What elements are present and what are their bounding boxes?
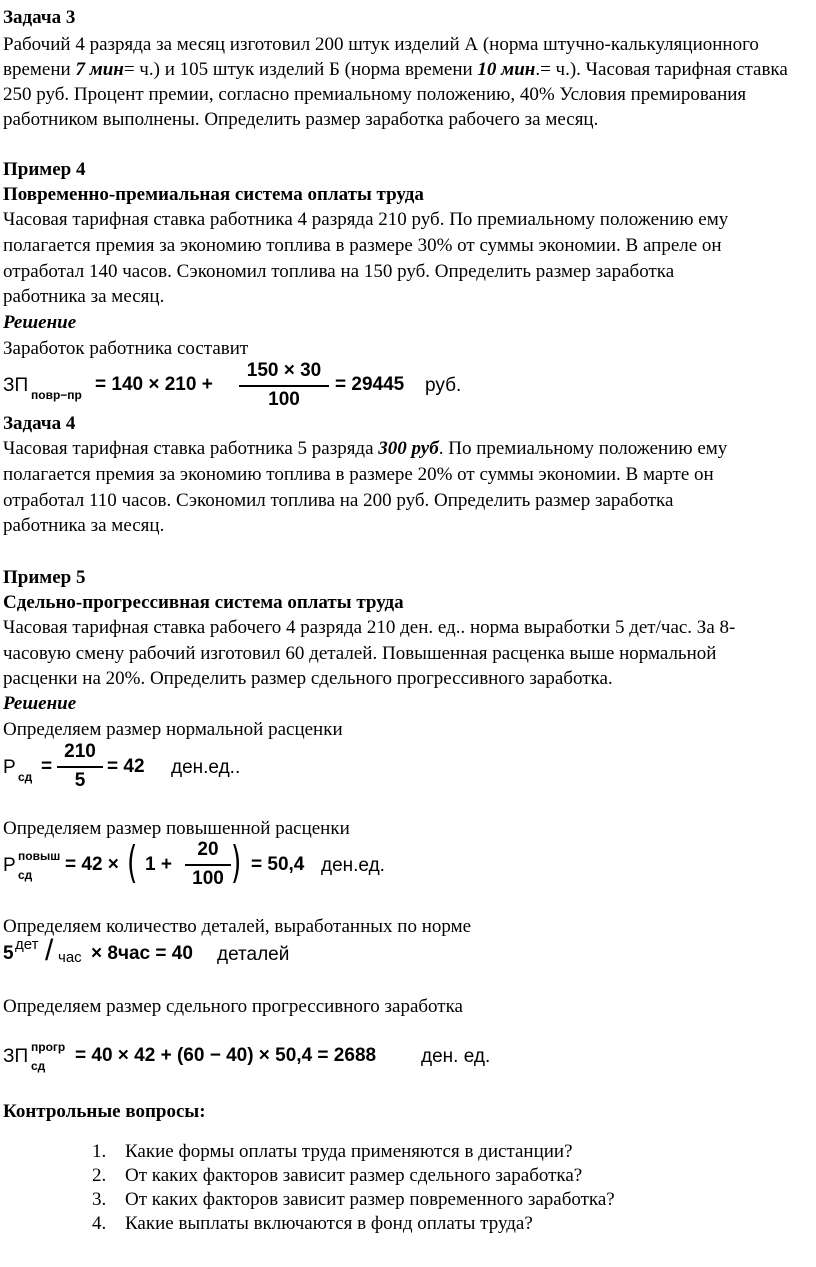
fraction-bar: [239, 385, 329, 387]
task3-heading: Задача 3: [3, 7, 76, 28]
question-number: 4.: [92, 1213, 107, 1234]
formula-denominator: 100: [268, 389, 300, 410]
example5-solution-heading: Решение: [3, 693, 77, 714]
formula-subscript: сд: [18, 868, 33, 882]
task3-line-1: Рабочий 4 разряда за месяц изготовил 200 штук изделий А (норма штучно-калькуляционного: [3, 34, 759, 55]
formula-result: = 29445: [335, 374, 405, 395]
question-text: От каких факторов зависит размер повременного заработка?: [125, 1189, 615, 1210]
example5-step-3: Определяем количество деталей, выработанных по норме: [3, 916, 472, 937]
formula-rest: × 8час = 40: [91, 943, 193, 964]
formula-one-plus: 1 +: [145, 854, 172, 875]
formula-result: = 50,4: [251, 854, 305, 875]
task3-line-2: [3, 58, 788, 81]
example5-line-3: расценки на 20%. Определить размер сдельного прогрессивного заработка.: [3, 668, 613, 689]
example5-step-2: Определяем размер повышенной расценки: [3, 818, 350, 839]
formula-numerator: 150 × 30: [246, 360, 322, 381]
example5-step-1: Определяем размер нормальной расценки: [3, 719, 343, 740]
example4-solution-heading: Решение: [3, 312, 77, 333]
fraction-bar: [57, 766, 103, 768]
formula-superscript: прогр: [31, 1040, 66, 1054]
question-number: 1.: [92, 1141, 107, 1162]
question-text: Какие выплаты включаются в фонд оплаты труда?: [125, 1213, 533, 1234]
task3-norm-a: 7 мин: [75, 59, 124, 80]
formula-left-part: = 42 ×: [65, 854, 119, 875]
formula-unit: руб.: [425, 375, 462, 396]
formula-unit: деталей: [217, 944, 290, 965]
task4-line-3: отработал 110 часов. Сэкономил топлива на 200 руб. Определить размер заработка: [3, 490, 674, 511]
formula-subscript: час: [58, 949, 82, 966]
formula-slash: /: [45, 934, 54, 967]
formula-norm-parts: [3, 936, 323, 970]
example4-line-2: полагается премия за экономию топлива в размере 30% от суммы экономии. В апреле он: [3, 235, 722, 256]
task3-norm-b: 10 мин: [477, 59, 536, 80]
formula-superscript: повыш: [18, 849, 61, 863]
formula-symbol: Р: [3, 757, 16, 778]
formula-numerator: 210: [64, 741, 96, 762]
example5-step-4: Определяем размер сдельного прогрессивного заработка: [3, 996, 463, 1017]
formula-normal-rate: [3, 740, 263, 794]
question-number: 2.: [92, 1165, 107, 1186]
formula-subscript: сд: [18, 770, 33, 784]
example4-solution-text: Заработок работника составит: [3, 338, 249, 359]
fraction-bar: [185, 864, 231, 866]
control-questions-heading: Контрольные вопросы:: [3, 1101, 206, 1122]
list-item: [92, 1188, 615, 1212]
example5-line-1: Часовая тарифная ставка рабочего 4 разряда 210 ден. ед.. норма выработки 5 дет/час. За 8-: [3, 617, 736, 638]
task4-l1-c: . По премиальному положению ему: [438, 438, 728, 459]
open-paren: (: [127, 837, 138, 888]
formula-symbol: ЗП: [3, 1046, 29, 1067]
formula-expression: = 40 × 42 + (60 − 40) × 50,4 = 2688: [75, 1045, 377, 1066]
question-text: Какие формы оплаты труда применяются в дистанции?: [125, 1141, 573, 1162]
example4-subheading: Повременно-премиальная система оплаты труда: [3, 184, 424, 205]
task3-line-3: 250 руб. Процент премии, согласно премиальному положению, 40% Условия премирования: [3, 84, 747, 105]
formula-unit: ден. ед.: [421, 1046, 491, 1067]
formula-denominator: 100: [192, 868, 224, 889]
formula-numerator: 20: [197, 839, 219, 860]
example4-line-3: отработал 140 часов. Сэкономил топлива на 150 руб. Определить размер заработка: [3, 261, 675, 282]
formula-progressive-earnings: [3, 1040, 523, 1074]
task4-line-2: полагается премия за экономию топлива в размере 20% от суммы экономии. В марте он: [3, 464, 714, 485]
question-text: От каких факторов зависит размер сдельного заработка?: [125, 1165, 583, 1186]
formula-left-part: = 140 × 210 +: [95, 374, 213, 395]
control-questions-list: [92, 1140, 615, 1236]
task4-l1-a: Часовая тарифная ставка работника 5 разряда: [3, 438, 379, 459]
formula-subscript: повр−пр: [31, 388, 82, 402]
example4-line-1: Часовая тарифная ставка работника 4 разряда 210 руб. По премиальному положению ему: [3, 209, 729, 230]
formula-superscript: дет: [15, 936, 39, 953]
task3-l2-e: .= ч.). Часовая тарифная ставка: [535, 59, 788, 80]
example4-heading: Пример 4: [3, 159, 86, 180]
task4-line-4: работника за месяц.: [3, 515, 165, 536]
formula-symbol: Р: [3, 855, 16, 876]
close-paren: ): [231, 837, 242, 888]
formula-earnings-time-bonus: [3, 358, 483, 412]
formula-equals: =: [41, 756, 53, 777]
formula-unit: ден.ед.: [321, 855, 385, 876]
formula-five: 5: [3, 943, 14, 964]
formula-unit: ден.ед..: [171, 757, 241, 778]
question-number: 3.: [92, 1189, 107, 1210]
formula-subscript: сд: [31, 1059, 46, 1073]
list-item: [92, 1212, 615, 1236]
example5-heading: Пример 5: [3, 567, 86, 588]
list-item: [92, 1140, 615, 1164]
formula-increased-rate: [3, 838, 403, 892]
list-item: [92, 1164, 615, 1188]
task3-l2-a: времени: [3, 59, 76, 80]
example4-line-4: работника за месяц.: [3, 286, 165, 307]
example5-line-2: часовую смену рабочий изготовил 60 деталей. Повышенная расценка выше нормальной: [3, 643, 717, 664]
task4-heading: Задача 4: [3, 413, 76, 434]
example5-subheading: Сдельно-прогрессивная система оплаты труда: [3, 592, 404, 613]
task3-l2-c: = ч.) и 105 штук изделий Б (норма времени: [123, 59, 478, 80]
task4-line-1: [3, 437, 727, 460]
formula-denominator: 5: [74, 770, 86, 791]
formula-symbol: ЗП: [3, 375, 29, 396]
formula-result: = 42: [107, 756, 145, 777]
task3-line-4: работником выполнены. Определить размер заработка рабочего за месяц.: [3, 109, 599, 130]
task4-rate: 300 руб: [378, 438, 439, 459]
